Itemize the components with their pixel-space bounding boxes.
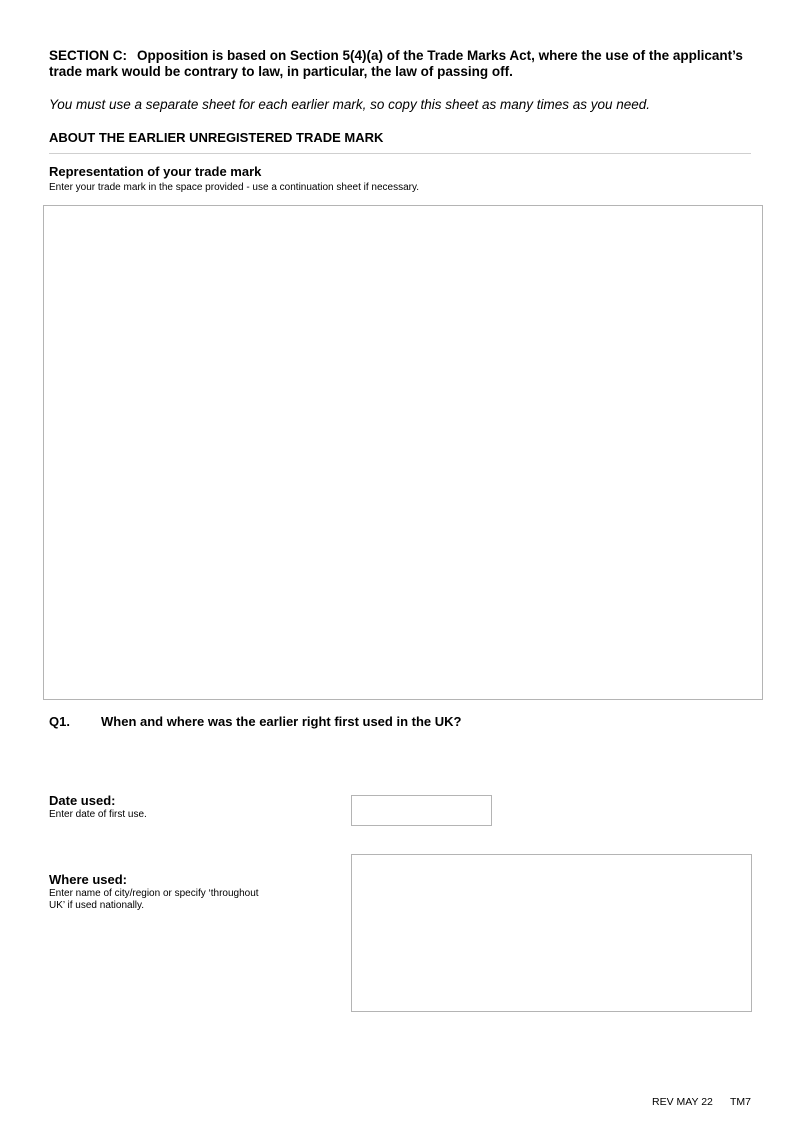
footer-revision: REV MAY 22	[652, 1096, 713, 1108]
divider	[49, 153, 751, 154]
representation-field[interactable]	[43, 205, 763, 700]
question-1	[49, 714, 461, 730]
subheading: ABOUT THE EARLIER UNREGISTERED TRADE MARK	[49, 130, 384, 145]
date-used-title: Date used:	[49, 793, 116, 808]
section-heading	[49, 48, 749, 80]
where-used-field[interactable]	[351, 854, 752, 1012]
representation-title: Representation of your trade mark	[49, 164, 262, 179]
question-text: When and where was the earlier right first used in the UK?	[101, 714, 462, 729]
footer-form-code: TM7	[730, 1096, 751, 1108]
instruction-text: You must use a separate sheet for each earlier mark, so copy this sheet as many times as you need.	[49, 97, 651, 112]
where-used-help: Enter name of city/region or specify ‘throughout UK’ if used nationally.	[49, 888, 259, 911]
question-number: Q1.	[49, 714, 70, 729]
section-label: SECTION C:	[49, 48, 128, 63]
section-heading-text: Opposition is based on Section 5(4)(a) of the Trade Marks Act, where the use of the applicant’s trade mark would be contrary to law, in particular, the law of passing off.	[49, 48, 743, 79]
date-used-help: Enter date of first use.	[49, 809, 147, 820]
date-used-field[interactable]	[351, 795, 492, 826]
where-used-title: Where used:	[49, 872, 128, 887]
representation-help: Enter your trade mark in the space provided - use a continuation sheet if necessary.	[49, 182, 420, 193]
